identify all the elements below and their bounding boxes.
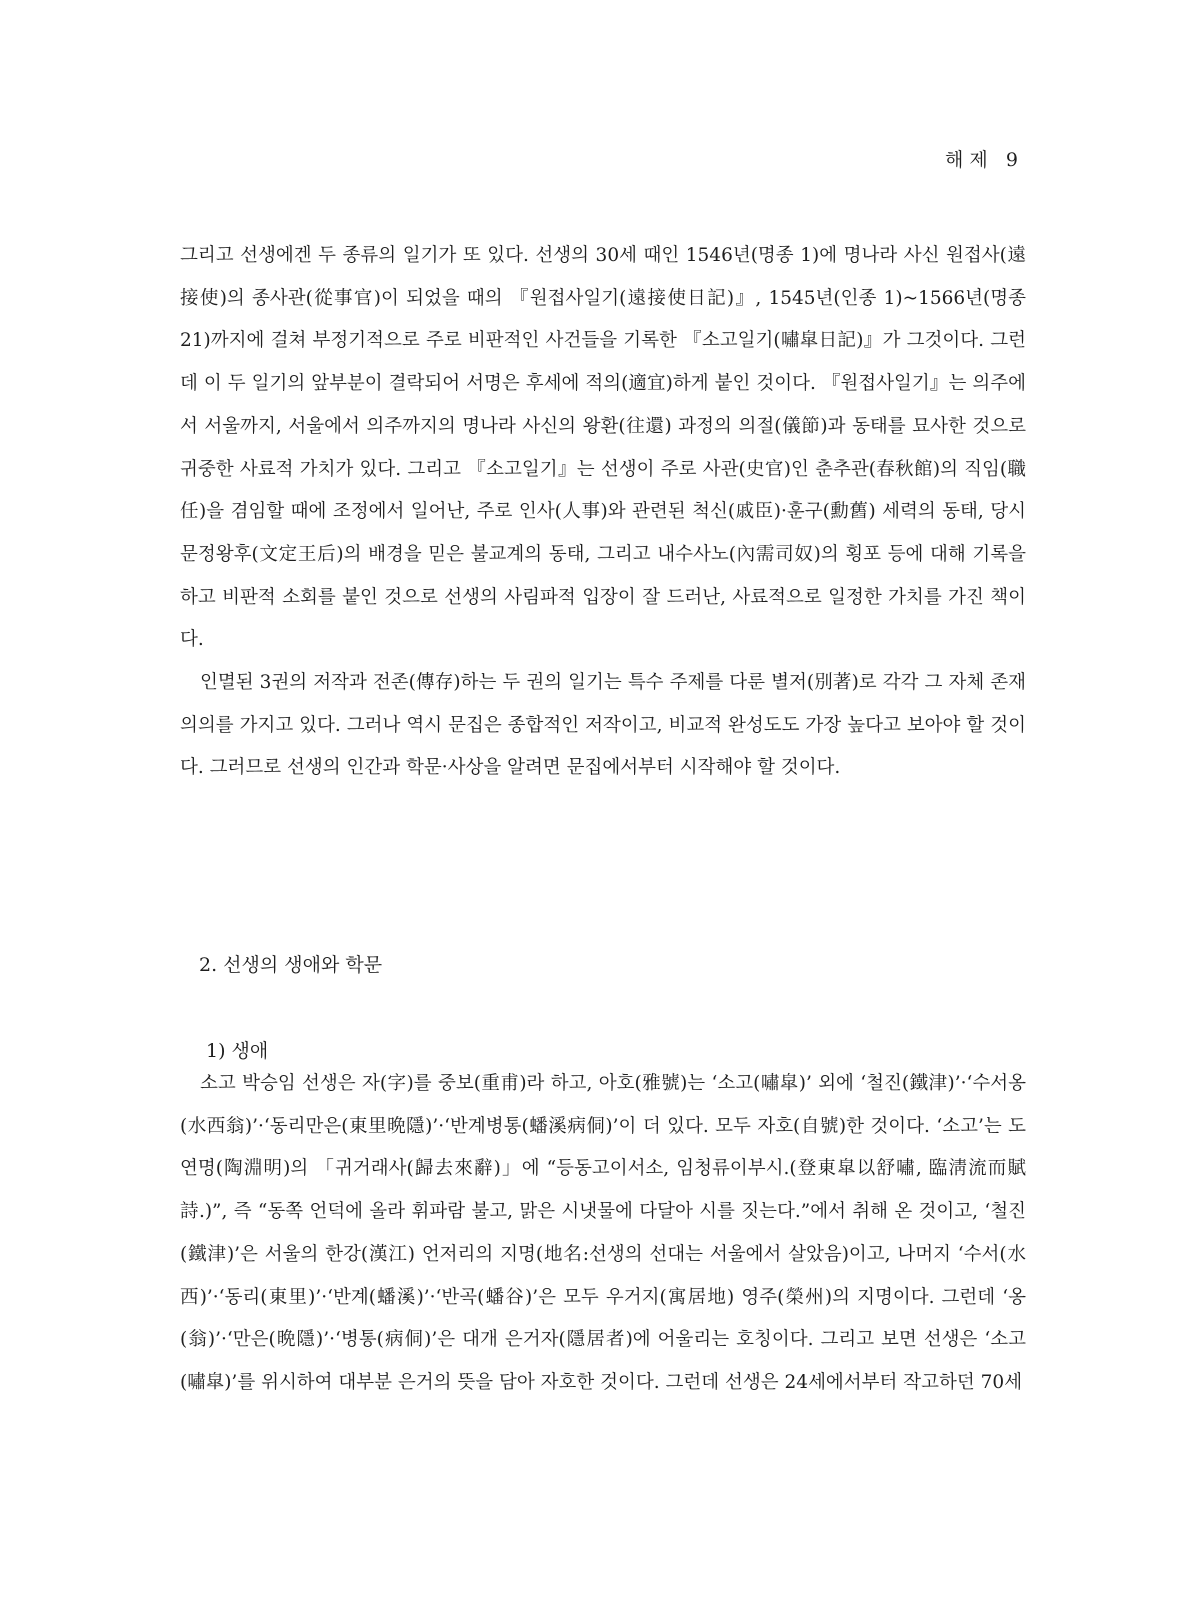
body-paragraph: 소고 박승임 선생은 자(字)를 중보(重甫)라 하고, 아호(雅號)는 ‘소고(嘯皐)’ 외에 ‘철진(鐵津)’·‘수서옹(水西翁)’·‘동리만은(東里晩隱)’·‘반계병통(蟠溪病侗)’이 더 있다. 모두 자호(自號)한 것이다. ‘소고’는 도연명(陶淵明)의 「귀거래사(歸去來辭)」에 “등동고이서소, 임청류이부시.(登東皐以舒嘯, 臨淸流而賦詩.)”, 즉 “동쪽 언덕에 올라 휘파람 불고, 맑은 시냇물에 다달아 시를 짓는다.”에서 취해 온 것이고, ‘철진(鐵津)’은 서울의 한강(漢江) 언저리의 지명(地名:선생의 선대는 서울에서 살았음)이고, 나머지 ‘수서(水西)’·‘동리(東里)’·‘반계(蟠溪)’·‘반곡(蟠谷)’은 모두 우거지(寓居地) 영주(榮州)의 지명이다. 그런데 ‘옹(翁)’·‘만은(晩隱)’·‘병통(病侗)’은 대개 은거자(隱居者)에 어울리는 호칭이다. 그리고 보면 선생은 ‘소고(嘯皐)’를 위시하여 대부분 은거의 뜻을 담아 자호한 것이다. 그런데 선생은 24세에서부터 작고하던 70세 xyxy=(180,1073,1026,1393)
subsection-heading: 1) 생애 xyxy=(206,1040,269,1062)
body-paragraph: 인멸된 3권의 저작과 전존(傳存)하는 두 권의 일기는 특수 주제를 다룬 별저(別著)로 각각 그 자체 존재의의를 가지고 있다. 그러나 역시 문집은 종합적인 저작이고, 비교적 완성도도 가장 높다고 보아야 할 것이다. 그러므로 선생의 인간과 학문·사상을 알려면 문집에서부터 시작해야 할 것이다. xyxy=(180,672,1026,779)
section-heading: 2. 선생의 생애와 학문 xyxy=(199,954,383,976)
page-number: 9 xyxy=(1005,149,1018,171)
running-title: 해 제 xyxy=(945,149,988,171)
running-header xyxy=(908,145,1018,172)
body-paragraph: 그리고 선생에겐 두 종류의 일기가 또 있다. 선생의 30세 때인 1546년(명종 1)에 명나라 사신 원접사(遠接使)의 종사관(從事官)이 되었을 때의 『원접사일기(遠接使日記)』, 1545년(인종 1)~1566년(명종 21)까지에 걸쳐 부정기적으로 주로 비판적인 사건들을 기록한 『소고일기(嘯皐日記)』가 그것이다. 그런데 이 두 일기의 앞부분이 결락되어 서명은 후세에 적의(適宜)하게 붙인 것이다. 『원접사일기』는 의주에서 서울까지, 서울에서 의주까지의 명나라 사신의 왕환(往還) 과정의 의절(儀節)과 동태를 묘사한 것으로 귀중한 사료적 가치가 있다. 그리고 『소고일기』는 선생이 주로 사관(史官)인 춘추관(春秋館)의 직임(職任)을 겸임할 때에 조정에서 일어난, 주로 인사(人事)와 관련된 척신(戚臣)·훈구(勳舊) 세력의 동태, 당시 문정왕후(文定王后)의 배경을 믿은 불교계의 동태, 그리고 내수사노(內需司奴)의 횡포 등에 대해 기록을 하고 비판적 소회를 붙인 것으로 선생의 사림파적 입장이 잘 드러난, 사료적으로 일정한 가치를 가진 책이다. xyxy=(180,245,1026,651)
intro-text-block xyxy=(180,235,1026,790)
biography-text-block xyxy=(180,1063,1026,1405)
